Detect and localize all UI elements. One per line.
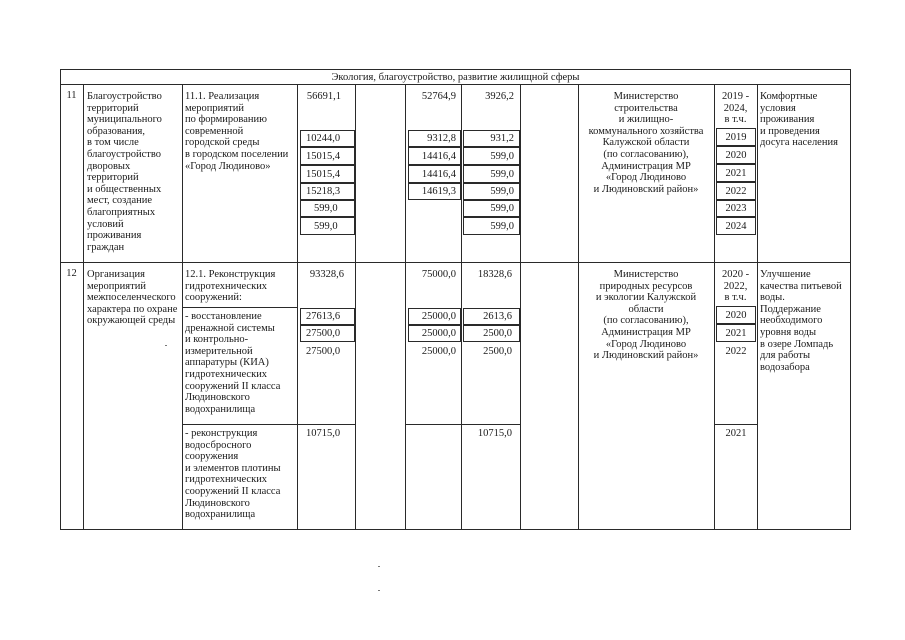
activity-text <box>185 91 288 172</box>
regional-value: 931,2 <box>490 133 514 144</box>
text-line: в т.ч. <box>724 292 747 304</box>
text-line: сооружения <box>185 451 239 463</box>
regional-value: 599,0 <box>490 151 514 162</box>
year-label: 2019 <box>725 132 747 143</box>
text-line: Администрация МР <box>601 326 691 338</box>
total-divider <box>298 424 355 425</box>
col-divider <box>297 84 298 530</box>
executor-text <box>578 269 714 362</box>
text-line: образования, <box>87 125 146 137</box>
col-divider <box>757 84 758 530</box>
text-line: «Город Людиново <box>605 172 687 184</box>
text-line: условия <box>760 102 796 114</box>
table-border-right <box>850 69 851 530</box>
text-line: граждан <box>87 241 125 253</box>
total-value: 56691,1 <box>306 91 341 102</box>
text-line: коммунального хозяйства <box>588 125 704 137</box>
total-value: 599,0 <box>314 203 338 214</box>
total-value: 10244,0 <box>306 133 341 144</box>
text-line: 2020 - <box>721 269 750 280</box>
total-value: 599,0 <box>314 221 338 232</box>
federal-value: 14416,4 <box>421 169 456 180</box>
federal-value: 52764,9 <box>421 91 456 102</box>
row-divider <box>60 262 851 263</box>
executor-text <box>578 91 714 195</box>
table-border-bottom <box>60 529 851 530</box>
text-line: и экологии Калужской <box>595 292 697 304</box>
total-value: 15015,4 <box>306 151 341 162</box>
text-line: воды. <box>760 292 785 304</box>
text-line: в городском поселении <box>185 148 289 160</box>
year-label: 2020 <box>725 310 747 321</box>
federal-value: 25000,0 <box>421 328 456 339</box>
text-line: и общественных <box>87 183 162 195</box>
text-line: 12.1. Реконструкция <box>185 269 276 280</box>
text-line: в т.ч. <box>724 114 747 126</box>
row-number: 11 <box>66 90 77 101</box>
activity-text <box>185 269 275 304</box>
text-line: гидротехнических <box>185 368 268 380</box>
text-line: Министерство <box>613 91 679 102</box>
text-line: области <box>628 303 664 315</box>
text-line: Комфортные <box>760 91 818 102</box>
year-label: 2021 <box>725 168 747 179</box>
text-line: мест, создание <box>87 195 153 207</box>
text-line: и Людиновский район» <box>593 350 699 362</box>
row-number: 12 <box>66 268 77 279</box>
year-label: 2021 <box>725 428 747 439</box>
text-line: уровня воды <box>760 326 817 338</box>
regional-value: 2613,6 <box>483 311 512 322</box>
federal-value: 9312,8 <box>427 133 456 144</box>
text-line: Людиновского <box>185 497 250 509</box>
text-line: условий <box>87 218 124 230</box>
text-line: - восстановление <box>185 311 262 322</box>
text-line: строительства <box>614 102 678 114</box>
text-line: мероприятий <box>185 102 244 114</box>
federal-value: 25000,0 <box>421 346 456 357</box>
year-label: 2022 <box>725 186 747 197</box>
text-line: и жилищно- <box>618 114 674 126</box>
text-line: и Людиновский район» <box>593 183 699 195</box>
text-line: - реконструкция <box>185 428 258 439</box>
text-line: 2022, <box>723 280 748 292</box>
total-value: 27500,0 <box>306 346 341 357</box>
text-line: аппаратуры (КИА) <box>185 357 269 369</box>
scan-speck <box>378 590 380 591</box>
year-divider <box>714 424 757 425</box>
text-line: Министерство <box>613 269 679 280</box>
text-line: Людиновского <box>185 392 250 404</box>
total-value: 27613,6 <box>306 311 341 322</box>
total-value: 93328,6 <box>309 269 344 280</box>
text-line: территорий <box>87 172 139 184</box>
text-line: проживания <box>760 114 815 126</box>
total-value: 27500,0 <box>306 328 341 339</box>
text-line: досуга населения <box>760 137 838 149</box>
text-line: для работы <box>760 350 811 362</box>
table-border-top <box>60 69 851 70</box>
col-divider <box>520 84 521 530</box>
section-title-divider <box>60 84 851 85</box>
text-line: мероприятий <box>87 280 146 292</box>
text-line: 11.1. Реализация <box>185 91 260 102</box>
text-line: «Город Людиново <box>605 338 687 350</box>
text-line: современной <box>185 125 244 137</box>
text-line: межпоселенческого <box>87 292 176 304</box>
text-line: 2019 - <box>721 91 750 102</box>
text-line: городской среды <box>185 137 260 149</box>
year-label: 2024 <box>725 221 747 232</box>
total-value: 10715,0 <box>306 428 341 439</box>
federal-value: 75000,0 <box>421 269 456 280</box>
scan-speck <box>378 566 380 567</box>
text-line: (по согласованию), <box>603 148 689 160</box>
text-line: природных ресурсов <box>599 280 693 292</box>
year-label: 2023 <box>725 203 747 214</box>
federal-value: 14416,4 <box>421 151 456 162</box>
scan-speck <box>165 345 167 346</box>
year-label: 2021 <box>725 328 747 339</box>
goal-text <box>87 269 177 327</box>
table-border-left <box>60 69 61 530</box>
regional-value: 10715,0 <box>477 428 512 439</box>
federal-value: 25000,0 <box>421 311 456 322</box>
text-line: и элементов плотины <box>185 462 281 474</box>
text-line: гидротехнических <box>185 474 268 486</box>
text-line: необходимого <box>760 315 823 327</box>
text-line: 2024, <box>723 102 748 114</box>
text-line: водохранилища <box>185 509 256 521</box>
text-line: качества питьевой <box>760 280 842 292</box>
text-line: Калужской области <box>602 137 690 149</box>
regional-value: 599,0 <box>490 203 514 214</box>
text-line: дворовых <box>87 160 131 172</box>
text-line: Поддержание <box>760 303 821 315</box>
text-line: благоустройство <box>87 148 162 160</box>
text-line: проживания <box>87 230 142 242</box>
section-title: Экология, благоустройство, развитие жилищной сферы <box>331 72 580 83</box>
regional-value: 18328,6 <box>477 269 512 280</box>
text-line: и проведения <box>760 125 820 137</box>
activity-divider <box>183 424 297 425</box>
text-line: Администрация МР <box>601 160 691 172</box>
col-divider <box>355 84 356 530</box>
text-line: измерительной <box>185 345 253 357</box>
activity-subitem <box>185 311 280 415</box>
activity-subitem <box>185 428 281 521</box>
result-text <box>760 269 842 373</box>
text-line: по формированию <box>185 114 267 126</box>
federal-value: 14619,3 <box>421 186 456 197</box>
text-line: в том числе <box>87 137 139 149</box>
regional-value: 2500,0 <box>483 346 512 357</box>
text-line: муниципального <box>87 114 162 126</box>
text-line: дренажной системы <box>185 322 275 334</box>
text-line: Улучшение <box>760 269 811 280</box>
col-divider <box>83 84 84 530</box>
regional-divider <box>461 424 520 425</box>
year-label: 2022 <box>725 346 747 357</box>
text-line: характера по охране <box>87 303 178 315</box>
federal-divider <box>405 424 461 425</box>
text-line: в озере Ломпадь <box>760 338 834 350</box>
goal-text <box>87 91 162 253</box>
regional-value: 3926,2 <box>485 91 514 102</box>
text-line: сооружений II класса <box>185 485 281 497</box>
text-line: сооружений: <box>185 292 242 304</box>
regional-value: 599,0 <box>490 186 514 197</box>
total-value: 15218,3 <box>306 186 341 197</box>
text-line: сооружений II класса <box>185 380 281 392</box>
text-line: «Город Людиново» <box>185 160 271 172</box>
text-line: (по согласованию), <box>603 315 689 327</box>
result-text <box>760 91 838 149</box>
text-line: водосбросного <box>185 439 252 451</box>
regional-value: 599,0 <box>490 221 514 232</box>
text-line: Благоустройство <box>87 91 162 102</box>
regional-value: 2500,0 <box>483 328 512 339</box>
year-label: 2020 <box>725 150 747 161</box>
regional-value: 599,0 <box>490 169 514 180</box>
col-divider <box>714 84 715 530</box>
text-line: водохранилища <box>185 403 256 415</box>
text-line: территорий <box>87 102 139 114</box>
years-header <box>714 91 757 126</box>
years-header <box>714 269 757 304</box>
text-line: гидротехнических <box>185 280 268 292</box>
activity-divider <box>183 307 297 308</box>
text-line: Организация <box>87 269 145 280</box>
total-value: 15015,4 <box>306 169 341 180</box>
text-line: благоприятных <box>87 206 156 218</box>
text-line: водозабора <box>760 361 810 373</box>
text-line: и контрольно- <box>185 334 249 346</box>
text-line: окружающей среды <box>87 315 176 327</box>
